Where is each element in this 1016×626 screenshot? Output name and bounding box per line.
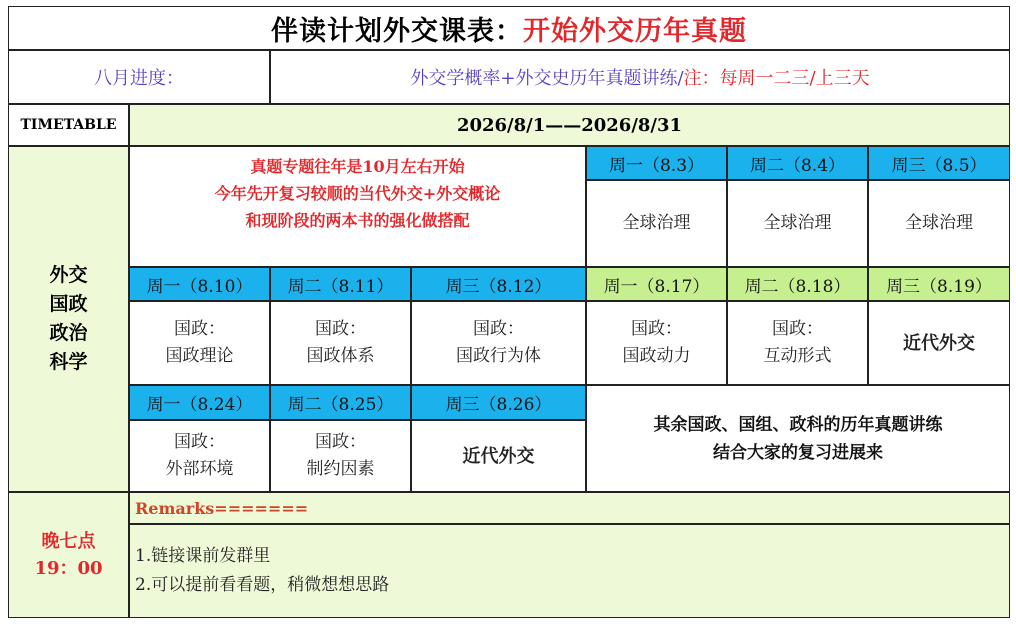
subject-line: 政治 — [49, 322, 88, 344]
day-header: 周三（8.5） — [868, 146, 1010, 180]
course-line: 近代外交 — [903, 332, 975, 354]
course-line: 全球治理 — [905, 213, 973, 233]
course-cell — [868, 301, 1010, 385]
course-line: 国政： — [473, 319, 524, 339]
course-cell — [586, 180, 727, 267]
title-prefix: 伴读计划外交课表： — [271, 15, 523, 47]
subject-line: 外交 — [49, 264, 88, 286]
course-cell — [411, 301, 586, 385]
course-cell — [129, 420, 270, 492]
remarks-notes — [129, 524, 1010, 618]
day-header: 周二（8.11） — [270, 267, 411, 301]
subject-cell — [8, 146, 129, 492]
course-line: 国政： — [631, 319, 682, 339]
day-header: 周二（8.25） — [270, 385, 411, 420]
progress-text: 外交学概率+外交史历年真题讲练/ — [410, 68, 684, 89]
course-line: 近代外交 — [462, 445, 535, 467]
course-line: 国政： — [174, 432, 225, 452]
day-header: 周一（8.24） — [129, 385, 270, 420]
page-title — [8, 6, 1010, 50]
day-header: 周三（8.19） — [868, 267, 1010, 301]
date-range: 2026/8/1——2026/8/31 — [129, 104, 1010, 146]
timetable-label: TIMETABLE — [8, 104, 129, 146]
progress-note: 注：每周一二三/上三天 — [683, 68, 870, 89]
time-label: 晚七点 — [41, 531, 96, 552]
intro-line: 和现阶段的两本书的强化做搭配 — [245, 211, 470, 230]
remark-item: 2.可以提前看看题，稍微想想思路 — [135, 575, 390, 595]
course-line: 国政： — [772, 319, 823, 339]
course-line: 互动形式 — [763, 346, 832, 366]
intro-note — [129, 146, 586, 267]
course-cell — [129, 301, 270, 385]
course-cell — [270, 301, 411, 385]
day-header: 周三（8.12） — [411, 267, 586, 301]
course-cell — [727, 301, 868, 385]
course-cell — [727, 180, 868, 267]
intro-line: 真题专题往年是10月左右开始 — [250, 157, 465, 176]
day-header: 周三（8.26） — [411, 385, 586, 420]
rest-line: 结合大家的复习进展来 — [713, 442, 883, 463]
rest-note — [586, 385, 1010, 492]
course-line: 国政动力 — [622, 346, 691, 366]
course-line: 国政： — [315, 432, 366, 452]
course-cell — [868, 180, 1010, 267]
day-header: 周一（8.10） — [129, 267, 270, 301]
day-header: 周一（8.3） — [586, 146, 727, 180]
course-line: 制约因素 — [306, 459, 375, 479]
rest-line: 其余国政、国组、政科的历年真题讲练 — [653, 414, 943, 435]
intro-line: 今年先开复习较顺的当代外交+外交概论 — [214, 184, 501, 203]
subject-line: 科学 — [49, 351, 88, 373]
course-line: 国政： — [315, 319, 366, 339]
course-cell — [270, 420, 411, 492]
course-line: 全球治理 — [763, 213, 832, 233]
remarks-header: Remarks======= — [129, 492, 1010, 524]
course-line: 国政行为体 — [456, 346, 541, 366]
time-value: 19：00 — [34, 558, 103, 579]
subject-line: 国政 — [49, 293, 88, 315]
day-header: 周一（8.17） — [586, 267, 727, 301]
course-line: 国政理论 — [165, 346, 234, 366]
class-time — [8, 492, 129, 618]
progress-label: 八月进度： — [8, 50, 270, 104]
course-cell — [411, 420, 586, 492]
course-line: 全球治理 — [622, 213, 691, 233]
remark-item: 1.链接课前发群里 — [135, 546, 271, 566]
title-highlight: 开始外交历年真题 — [523, 15, 747, 47]
course-line: 国政体系 — [306, 346, 375, 366]
day-header: 周二（8.18） — [727, 267, 868, 301]
day-header: 周二（8.4） — [727, 146, 868, 180]
course-line: 外部环境 — [165, 459, 234, 479]
progress-content — [270, 50, 1010, 104]
course-cell — [586, 301, 727, 385]
course-line: 国政： — [174, 319, 225, 339]
